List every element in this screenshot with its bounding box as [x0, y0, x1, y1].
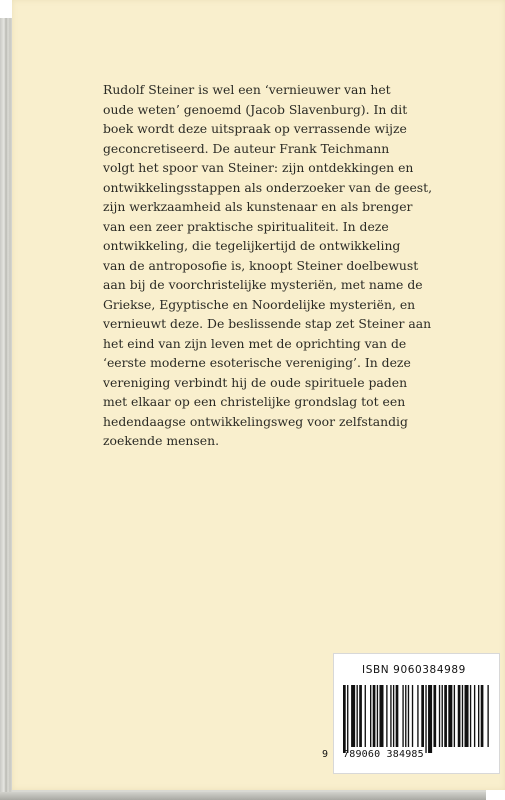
barcode-bar — [408, 685, 409, 747]
barcode-bar — [396, 685, 399, 747]
barcode-bar — [428, 685, 432, 753]
barcode-bar — [373, 685, 376, 747]
barcode-bar — [421, 685, 424, 747]
barcode-bar — [379, 685, 383, 747]
barcode-bar — [343, 685, 346, 753]
barcode-bar — [417, 685, 418, 747]
blurb-line: met elkaar op een christelijke grondslag tot een — [103, 394, 406, 409]
blurb-line: oude weten’ genoemd (Jacob Slavenburg). In dit — [103, 101, 408, 117]
page-edges-bottom — [0, 792, 486, 800]
ean-digits: 789060 384985 — [343, 749, 424, 760]
barcode-bar — [390, 685, 391, 747]
barcode-bar — [465, 685, 469, 747]
barcode-bar — [448, 685, 452, 747]
blurb-line: vernieuwt deze. De beslissende stap zet Steiner aan — [103, 316, 432, 331]
barcode-bar — [425, 685, 426, 753]
barcode-bar — [478, 685, 479, 747]
barcode-bar — [439, 685, 440, 747]
barcode-bar — [412, 685, 413, 747]
isbn-label: ISBN 9060384989 — [362, 664, 466, 676]
barcode-bar — [481, 685, 484, 747]
blurb-line: aan bij de voorchristelijke mysteriën, met name de — [103, 277, 423, 292]
barcode-bar — [454, 685, 455, 747]
barcode-bar — [365, 685, 366, 747]
barcode-sticker — [322, 653, 500, 774]
barcode-bar — [474, 685, 475, 747]
barcode-bar — [470, 685, 471, 747]
barcode-bar — [458, 685, 461, 747]
barcode-bar — [359, 685, 362, 747]
barcode-bar — [444, 685, 447, 747]
barcode-bar — [351, 685, 355, 747]
barcode-bar — [402, 685, 403, 747]
blurb-line: Rudolf Steiner is wel een ‘vernieuwer van het — [103, 82, 391, 97]
blurb-line: ontwikkelingsstappen als onderzoeker van de geest, — [103, 179, 433, 195]
blurb-line: ontwikkeling, die tegelijkertijd de ontwikkeling — [103, 238, 401, 253]
barcode-bar — [405, 685, 406, 747]
barcode-bar — [347, 685, 348, 753]
blurb-line: zijn werkzaamheid als kunstenaar en als brenger — [103, 199, 413, 214]
barcode-bar — [433, 685, 436, 747]
blurb-line: zoekende mensen. — [103, 433, 220, 448]
barcode-bar — [393, 685, 394, 747]
blurb-line: van een zeer praktische spiritualiteit. In deze — [103, 218, 389, 234]
barcode-bar — [386, 685, 387, 747]
barcode-bar — [370, 685, 371, 747]
barcode-bar — [487, 685, 488, 747]
blurb-line: Griekse, Egyptische en Noordelijke mysteriën, en — [103, 296, 416, 312]
barcode-bar — [357, 685, 358, 747]
blurb-line: boek wordt deze uitspraak op verrassende wijze — [103, 121, 407, 136]
blurb-line: van de antroposofie is, knoopt Steiner doelbewust — [103, 257, 419, 273]
blurb-line: het eind van zijn leven met de oprichting van de — [103, 335, 407, 351]
blurb-line: hedendaagse ontwikkelingsweg voor zelfstandig — [103, 413, 408, 429]
blurb-line: ‘eerste moderne esoterische vereniging’. In deze — [103, 355, 411, 370]
blurb-line: volgt het spoor van Steiner: zijn ontdekkingen en — [103, 160, 414, 175]
barcode-bar — [377, 685, 378, 747]
barcode-bar — [442, 685, 443, 747]
blurb-text — [103, 80, 483, 451]
blurb-line: geconcretiseerd. De auteur Frank Teichmann — [103, 140, 390, 156]
barcode-bar — [462, 685, 463, 747]
blurb-line: vereniging verbindt hij de oude spirituele paden — [103, 374, 408, 390]
ean-first-digit: 9 — [322, 749, 329, 760]
